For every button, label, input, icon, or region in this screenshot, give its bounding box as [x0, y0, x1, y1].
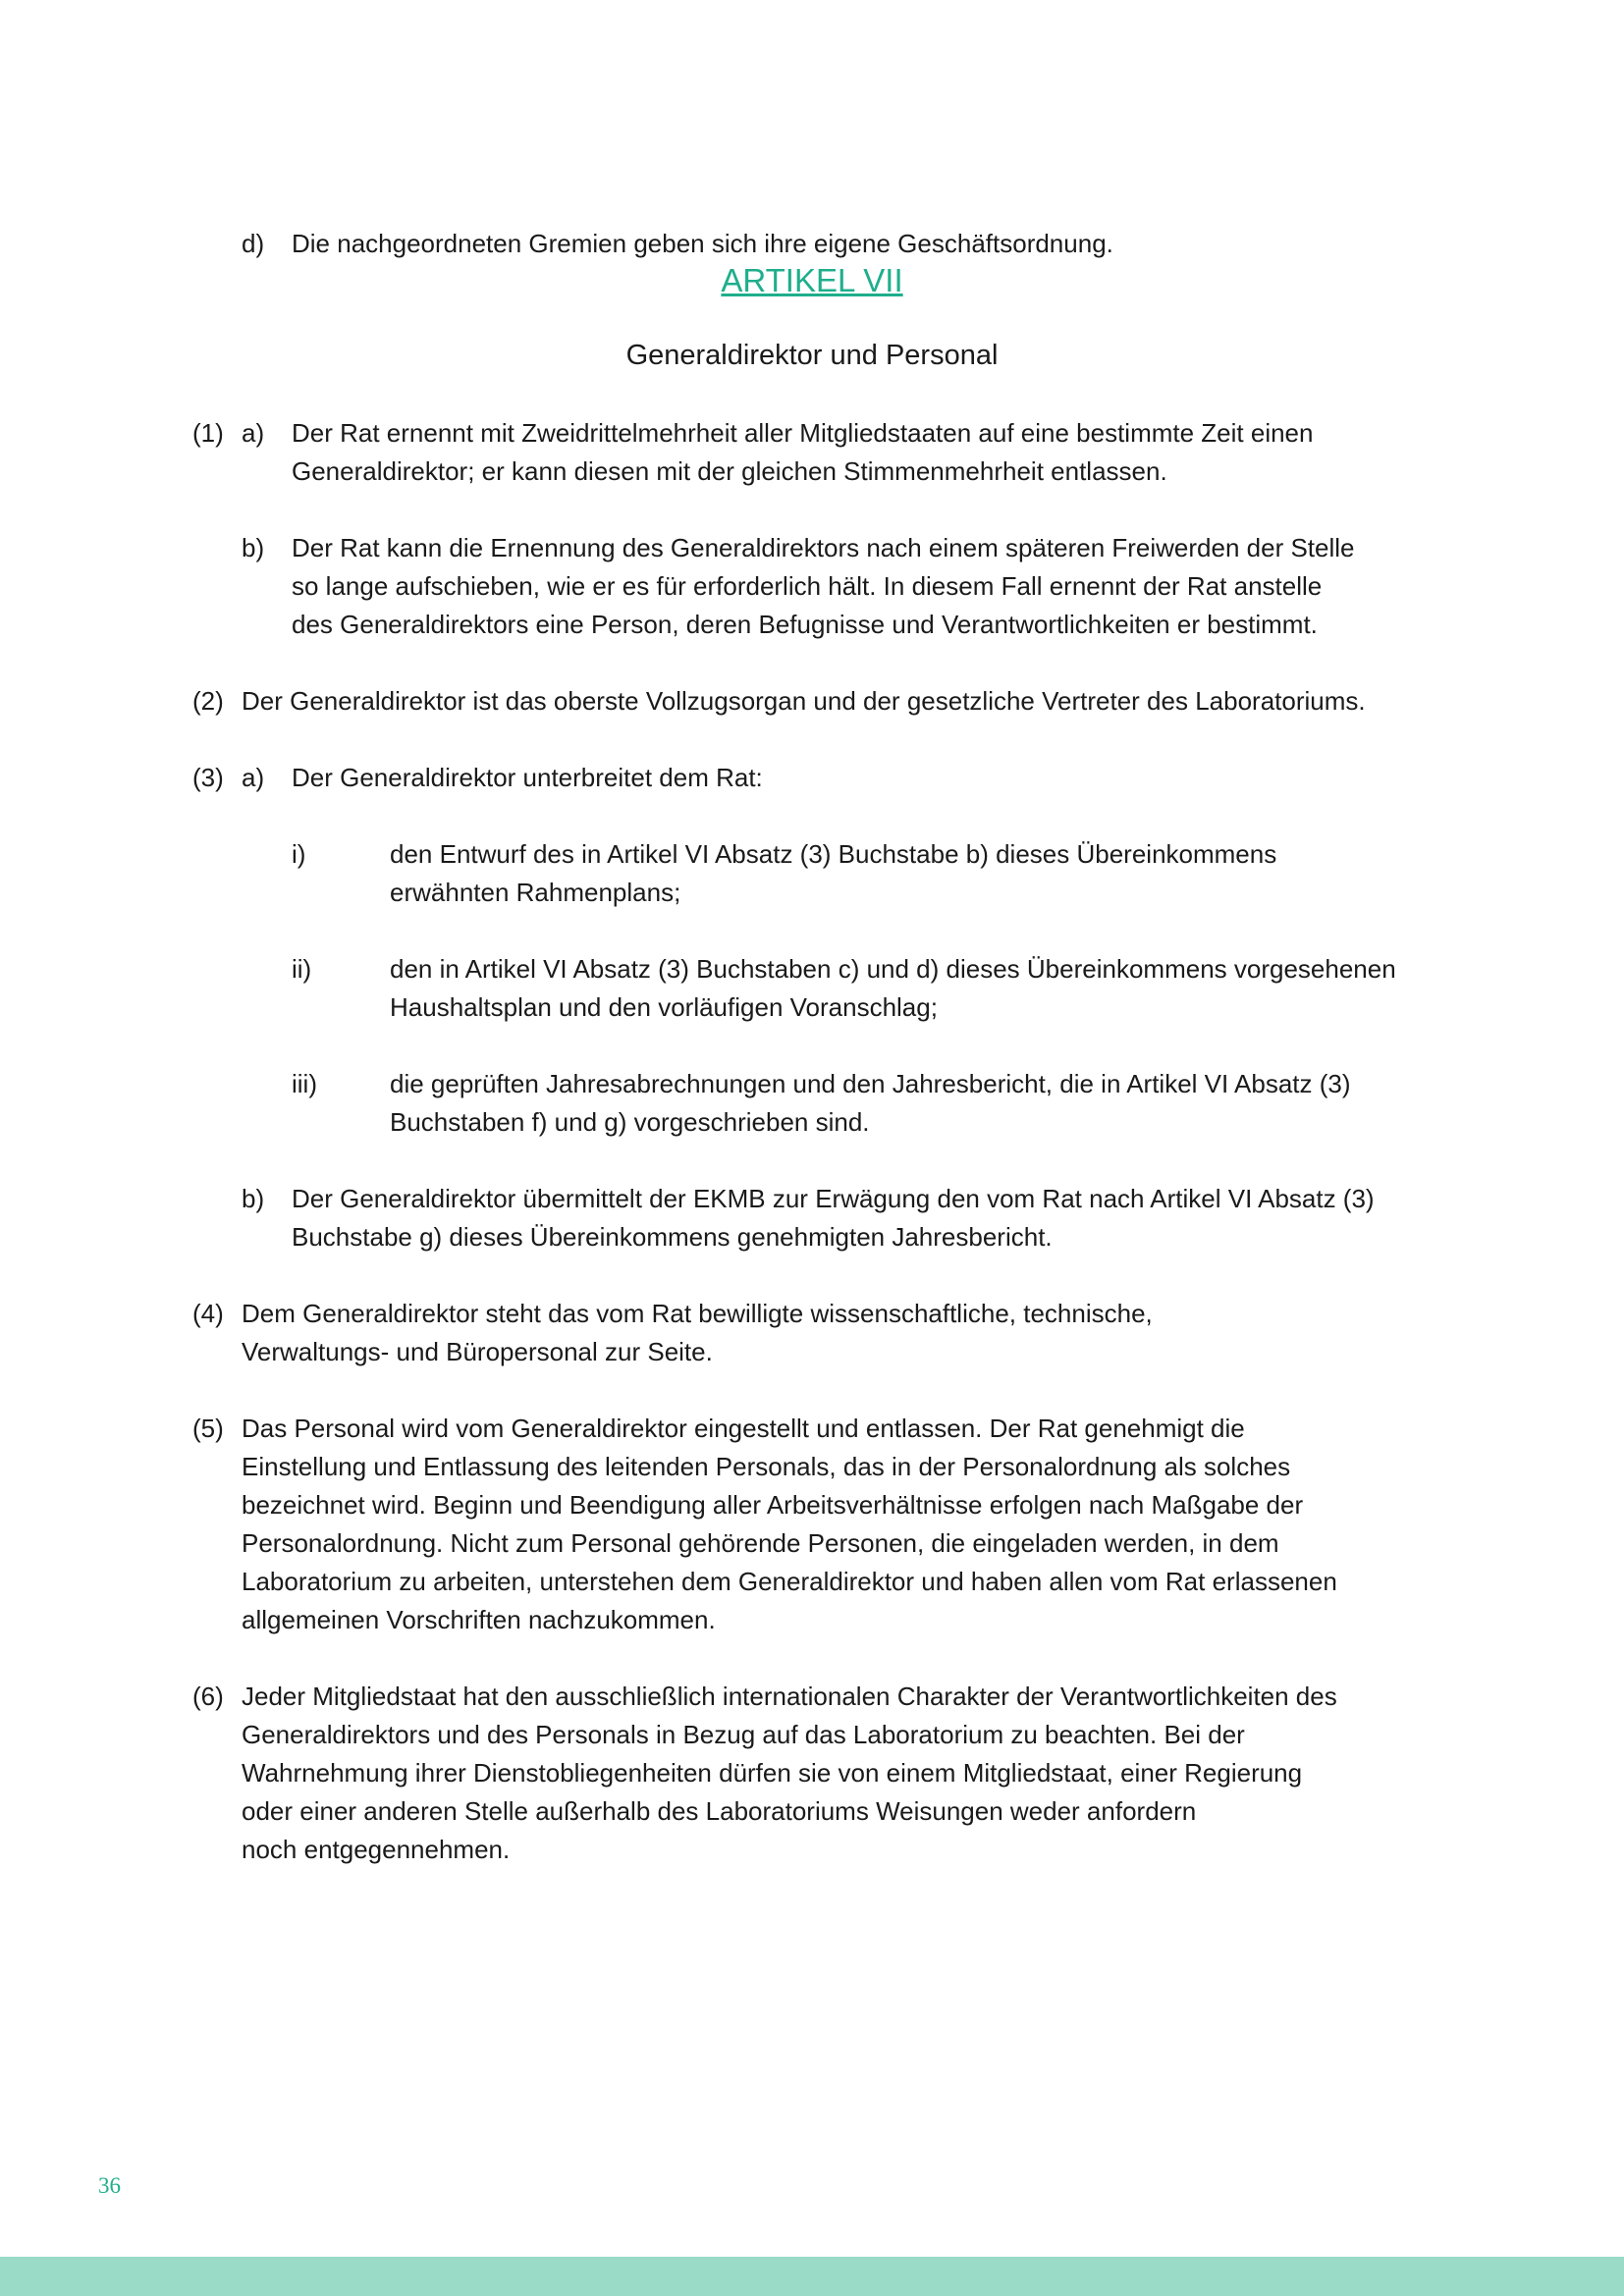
- paragraph-5-line: Einstellung und Entlassung des leitenden Personals, das in der Personalordnung als solches: [242, 1452, 1291, 1481]
- page-number: 36: [98, 2173, 121, 2198]
- paragraph-5-line: Laboratorium zu arbeiten, unterstehen dem Generaldirektor und haben allen vom Rat erlassenen: [242, 1567, 1337, 1596]
- item-i-line: den Entwurf des in Artikel VI Absatz (3) Buchstabe b) dieses Übereinkommens: [390, 839, 1277, 869]
- paragraph-5-line: bezeichnet wird. Beginn und Beendigung aller Arbeitsverhältnisse erfolgen nach Maßgabe der: [242, 1490, 1304, 1520]
- paragraph-4-line: Verwaltungs- und Büropersonal zur Seite.: [242, 1337, 713, 1366]
- paragraph-6-line: Generaldirektors und des Personals in Bezug auf das Laboratorium zu beachten. Bei der: [242, 1720, 1245, 1749]
- paragraph-6-line: Jeder Mitgliedstaat hat den ausschließlich internationalen Charakter der Verantwortlichkeiten des: [242, 1682, 1337, 1711]
- item-ii-line: den in Artikel VI Absatz (3) Buchstaben c) und d) dieses Übereinkommens vorgesehenen: [390, 954, 1396, 984]
- item-iii-line: die geprüften Jahresabrechnungen und den Jahresbericht, die in Artikel VI Absatz (3): [390, 1069, 1351, 1098]
- footer-bar: [0, 2257, 1624, 2296]
- article-heading: ARTIKEL VII: [721, 262, 903, 298]
- paragraph-4-line: Dem Generaldirektor steht das vom Rat bewilligte wissenschaftliche, technische,: [242, 1299, 1153, 1328]
- item-i-line: erwähnten Rahmenplans;: [390, 878, 681, 907]
- paragraph-1b-line: des Generaldirektors eine Person, deren Befugnisse und Verantwortlichkeiten er bestimmt.: [292, 610, 1318, 639]
- paragraph-5-line: allgemeinen Vorschriften nachzukommen.: [242, 1605, 716, 1634]
- paragraph-5-line: Das Personal wird vom Generaldirektor eingestellt und entlassen. Der Rat genehmigt die: [242, 1414, 1245, 1443]
- paragraph-number-2: (2): [192, 686, 224, 716]
- paragraph-5-line: Personalordnung. Nicht zum Personal gehörende Personen, die eingeladen werden, in dem: [242, 1528, 1279, 1558]
- paragraph-number-5: (5): [192, 1414, 224, 1443]
- paragraph-6-line: oder einer anderen Stelle außerhalb des Laboratoriums Weisungen weder anfordern: [242, 1796, 1197, 1826]
- sub-marker-3a: a): [242, 763, 265, 792]
- paragraph-number-3: (3): [192, 763, 224, 792]
- paragraph-3b-line: Der Generaldirektor übermittelt der EKMB zur Erwägung den vom Rat nach Artikel VI Absatz (3): [292, 1184, 1375, 1213]
- paragraph-6-line: Wahrnehmung ihrer Dienstobliegenheiten dürfen sie von einem Mitgliedstaat, einer Regierung: [242, 1758, 1303, 1788]
- paragraph-3b-line: Buchstabe g) dieses Übereinkommens genehmigten Jahresbericht.: [292, 1222, 1053, 1252]
- item-marker-iii: iii): [292, 1069, 317, 1098]
- list-marker-d: d): [242, 229, 265, 258]
- paragraph-1b-line: Der Rat kann die Ernennung des Generaldirektors nach einem späteren Freiwerden der Stelle: [292, 533, 1355, 562]
- article-subtitle: Generaldirektor und Personal: [625, 340, 999, 371]
- paragraph-1a-line: Der Rat ernennt mit Zweidrittelmehrheit aller Mitgliedstaaten auf eine bestimmte Zeit einen: [292, 418, 1314, 448]
- item-marker-ii: ii): [292, 954, 312, 984]
- item-marker-i: i): [292, 839, 306, 869]
- top-item-text: Die nachgeordneten Gremien geben sich ihre eigene Geschäftsordnung.: [292, 229, 1113, 258]
- paragraph-number-6: (6): [192, 1682, 224, 1711]
- paragraph-2-line: Der Generaldirektor ist das oberste Vollzugsorgan und der gesetzliche Vertreter des Laboratoriums.: [242, 686, 1366, 716]
- item-iii-line: Buchstaben f) und g) vorgeschrieben sind.: [390, 1107, 870, 1137]
- sub-marker-1a: a): [242, 418, 265, 448]
- sub-marker-3b: b): [242, 1184, 265, 1213]
- item-ii-line: Haushaltsplan und den vorläufigen Voranschlag;: [390, 992, 938, 1022]
- paragraph-1a-line: Generaldirektor; er kann diesen mit der gleichen Stimmenmehrheit entlassen.: [292, 456, 1167, 486]
- paragraph-number-4: (4): [192, 1299, 224, 1328]
- paragraph-number-1: (1): [192, 418, 224, 448]
- sub-marker-1b: b): [242, 533, 265, 562]
- paragraph-6-line: noch entgegennehmen.: [242, 1835, 511, 1864]
- paragraph-1b-line: so lange aufschieben, wie er es für erforderlich hält. In diesem Fall ernennt der Rat anstelle: [292, 571, 1323, 601]
- paragraph-3a-intro: Der Generaldirektor unterbreitet dem Rat:: [292, 763, 763, 792]
